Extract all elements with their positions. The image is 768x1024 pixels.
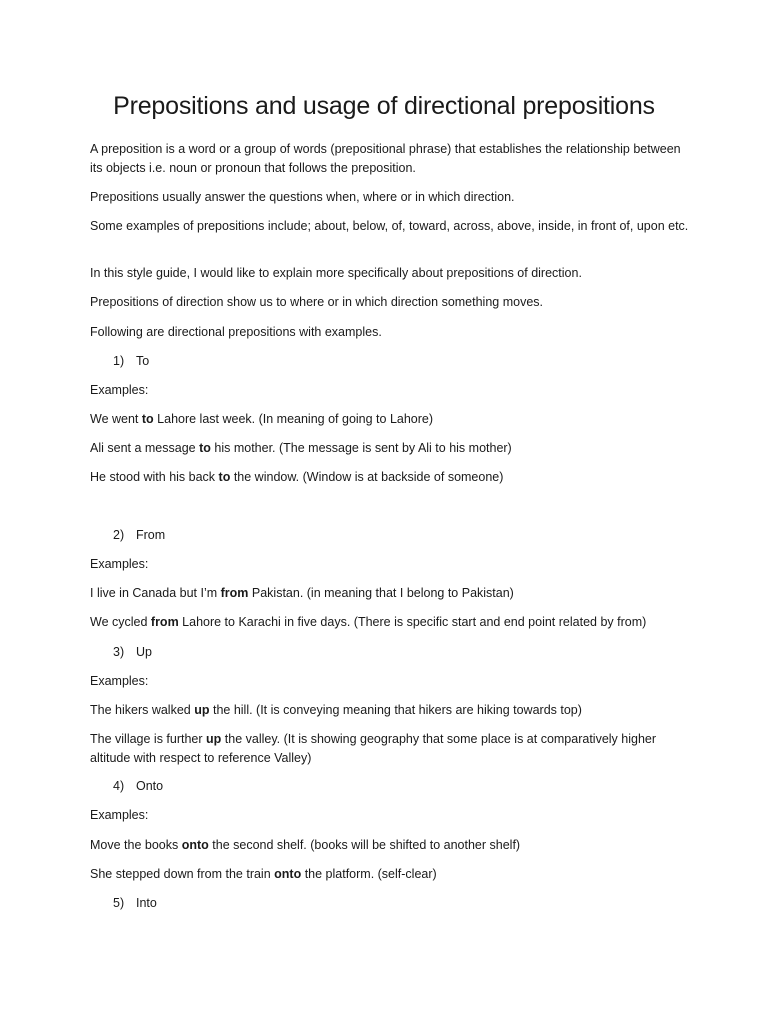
keyword: from (150, 615, 179, 629)
intro-paragraph-2: Prepositions usually answer the questions when, where or in which direction. (90, 190, 515, 204)
keyword: to (141, 412, 154, 426)
section-number: 3) (113, 645, 125, 659)
example-sentence: The village is further up the valley. (It is showing geography that some place is at comparatively higher altitude with respect to reference Valley) (90, 732, 657, 765)
section-number: 5) (113, 896, 125, 910)
section-word: From (136, 528, 166, 542)
examples-label: Examples: (90, 557, 149, 571)
section-number: 2) (113, 528, 125, 542)
section-word: To (136, 354, 150, 368)
section-heading-from (113, 526, 165, 545)
intro-paragraph-6: Following are directional prepositions with examples. (90, 325, 382, 339)
page-title: Prepositions and usage of directional prepositions (113, 92, 655, 120)
keyword: up (194, 703, 210, 717)
section-heading-up (113, 643, 152, 662)
section-number: 1) (113, 354, 125, 368)
examples-label: Examples: (90, 383, 149, 397)
example-sentence: Move the books onto the second shelf. (books will be shifted to another shelf) (90, 838, 521, 852)
example-sentence: He stood with his back to the window. (Window is at backside of someone) (90, 470, 504, 484)
examples-label: Examples: (90, 674, 149, 688)
examples-label: Examples: (90, 808, 149, 822)
keyword: onto (274, 867, 302, 881)
section-word: Into (136, 896, 157, 910)
intro-paragraph-1: A preposition is a word or a group of words (prepositional phrase) that establishes the relationship between its objects i.e. noun or pronoun that follows the preposition. (90, 142, 681, 175)
section-word: Up (136, 645, 152, 659)
intro-paragraph-3: Some examples of prepositions include; about, below, of, toward, across, above, inside, in front of, upon etc. (90, 219, 689, 233)
keyword: to (218, 470, 231, 484)
example-sentence: Ali sent a message to his mother. (The message is sent by Ali to his mother) (90, 441, 512, 455)
keyword: up (206, 732, 222, 746)
keyword: to (199, 441, 211, 455)
section-heading-to (113, 352, 149, 371)
keyword: from (220, 586, 249, 600)
intro-paragraph-4: In this style guide, I would like to explain more specifically about prepositions of direction. (90, 266, 582, 280)
example-sentence: We went to Lahore last week. (In meaning of going to Lahore) (90, 412, 434, 426)
intro-paragraph-5: Prepositions of direction show us to where or in which direction something moves. (90, 295, 543, 309)
keyword: onto (181, 838, 209, 852)
example-sentence: She stepped down from the train onto the platform. (self-clear) (90, 867, 437, 881)
section-heading-into (113, 894, 157, 913)
example-sentence: The hikers walked up the hill. (It is conveying meaning that hikers are hiking towards top) (90, 703, 582, 717)
section-word: Onto (136, 779, 164, 793)
example-sentence: We cycled from Lahore to Karachi in five days. (There is specific start and end point related by from) (90, 615, 647, 629)
section-heading-onto (113, 777, 163, 796)
section-number: 4) (113, 779, 125, 793)
example-sentence: I live in Canada but I’m from Pakistan. (in meaning that I belong to Pakistan) (90, 586, 514, 600)
